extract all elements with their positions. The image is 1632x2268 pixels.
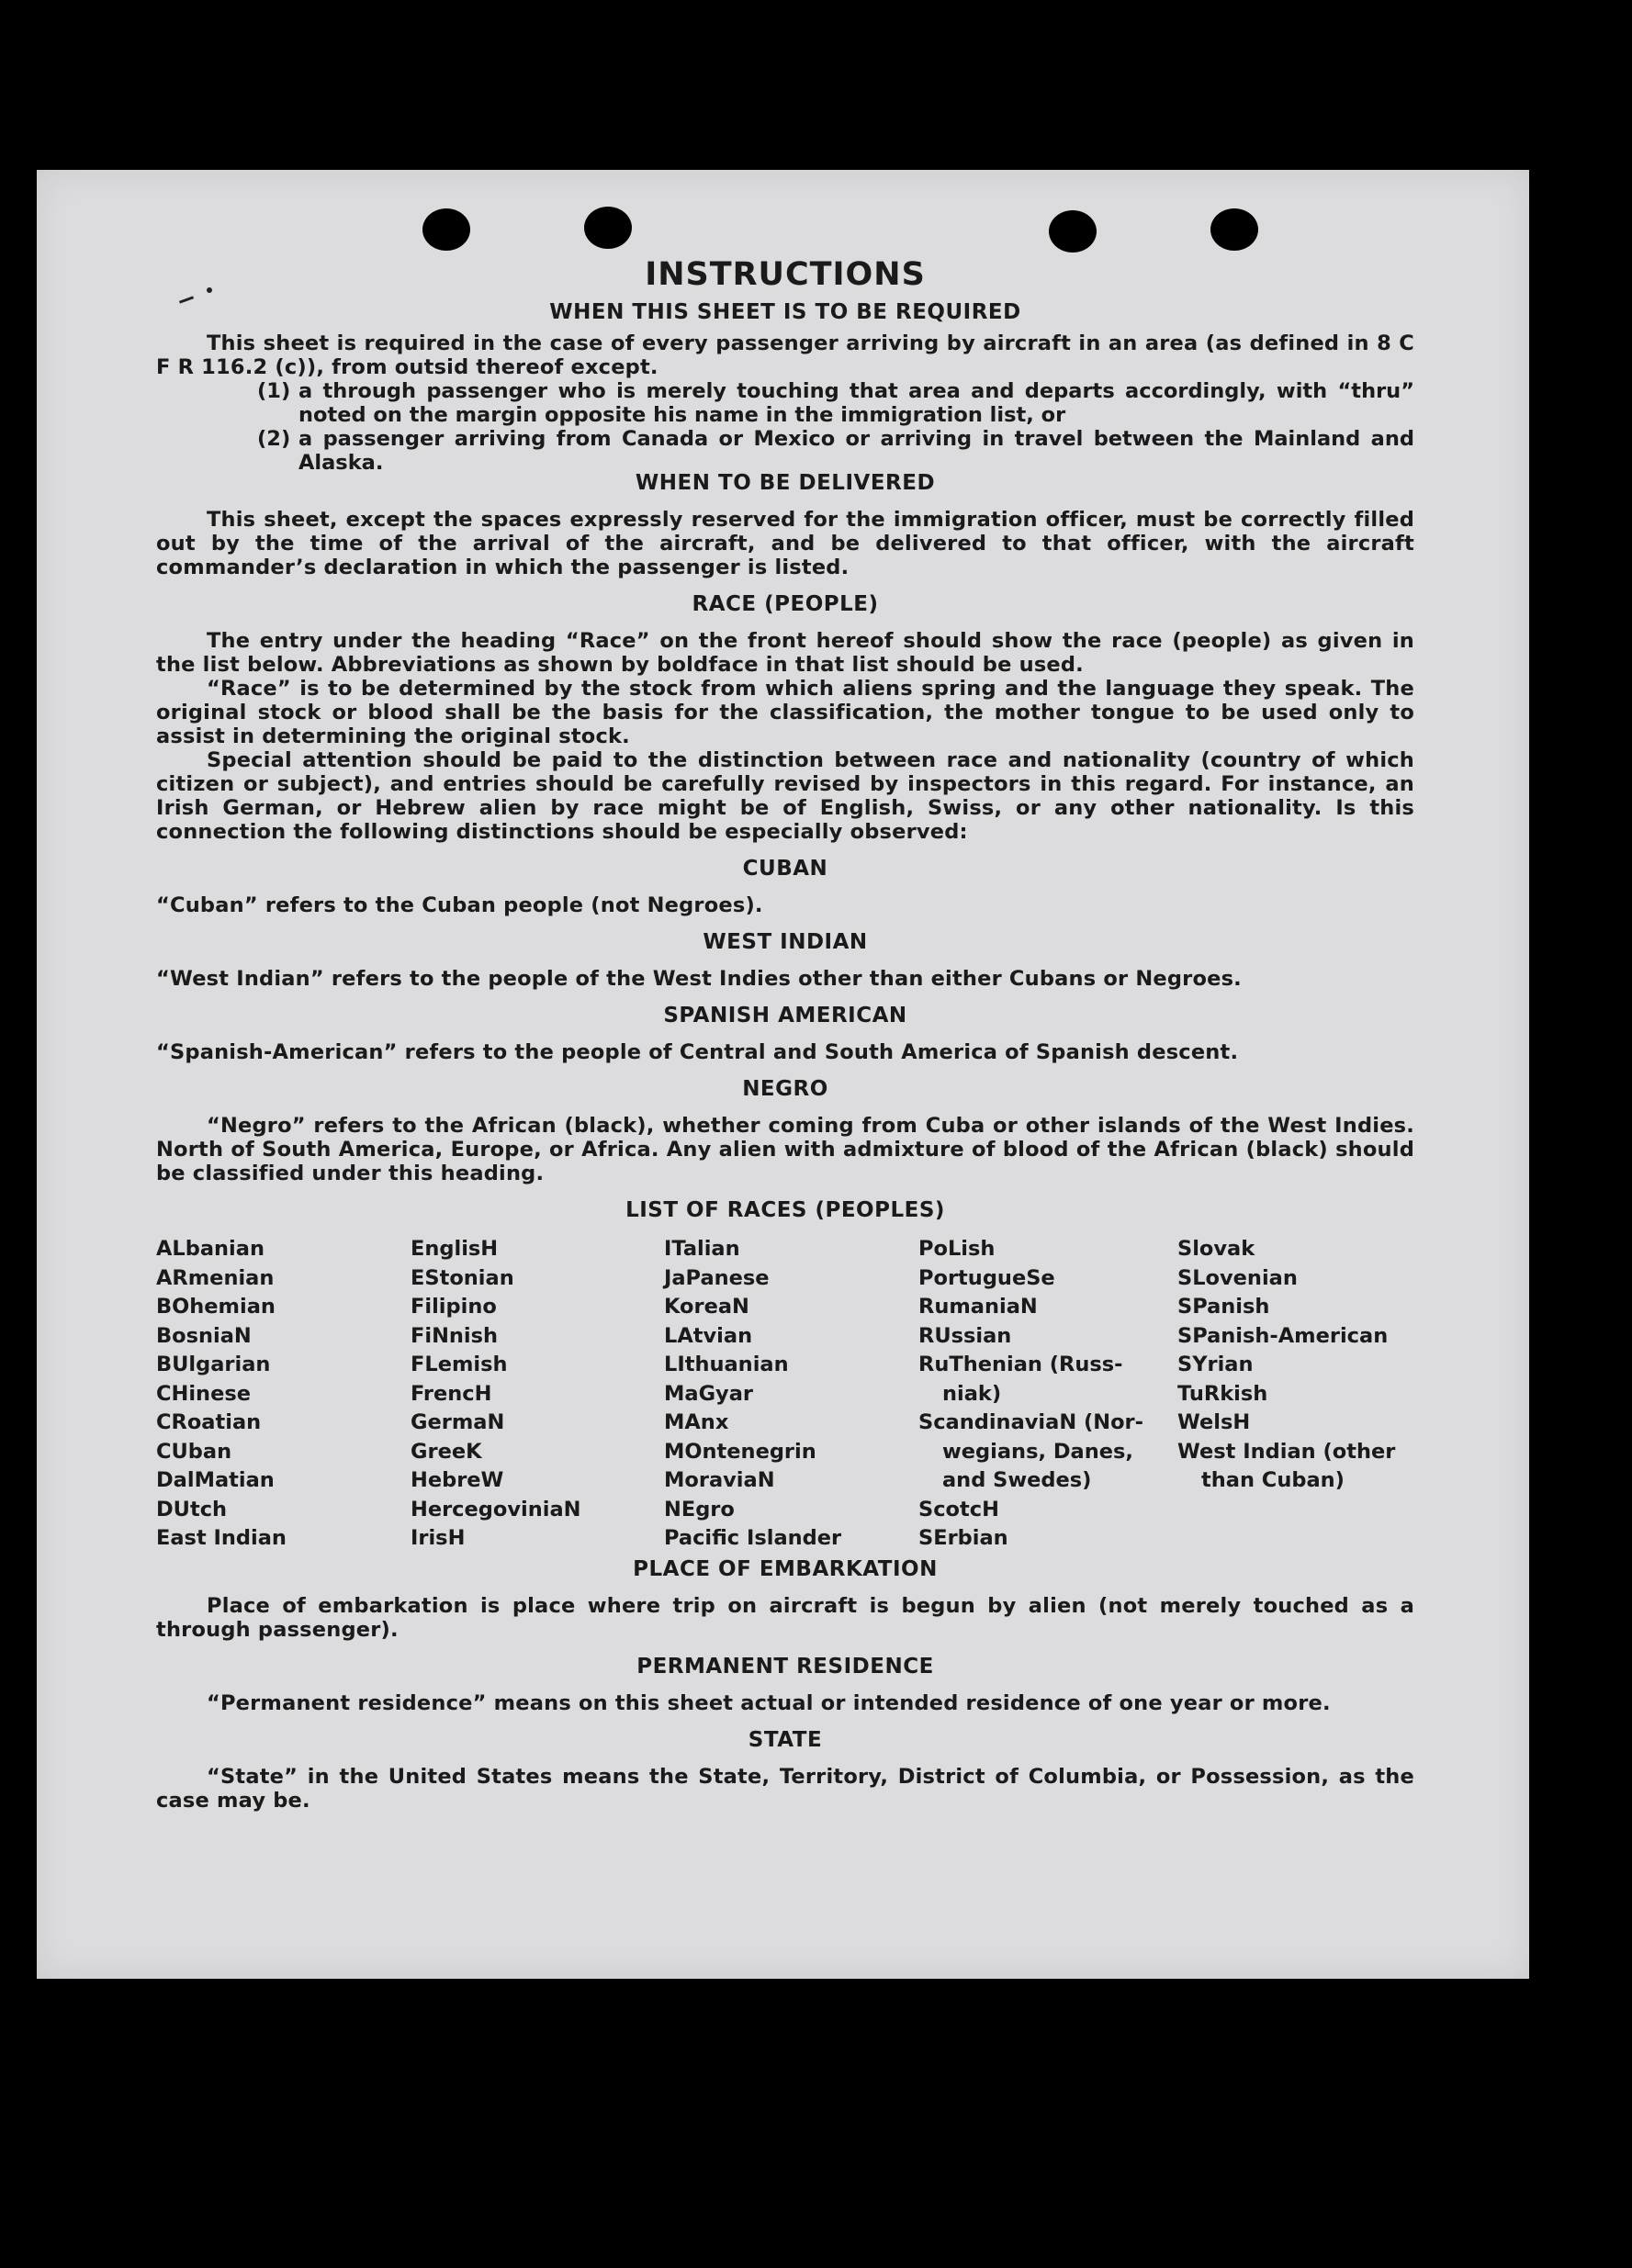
race-entry: IrisH	[411, 1526, 466, 1550]
race-entry: SErbian	[918, 1526, 1008, 1550]
races-column-1	[156, 1235, 411, 1554]
race-entry: East Indian	[156, 1526, 287, 1550]
race-entry-continuation: and Swedes)	[942, 1468, 1092, 1492]
list-item	[156, 379, 1414, 427]
section-heading-cuban: CUBAN	[742, 857, 828, 881]
section-heading-required: WHEN THIS SHEET IS TO BE REQUIRED	[549, 300, 1021, 324]
section-heading-list-of-races: LIST OF RACES (PEOPLES)	[625, 1198, 945, 1222]
state-text: “State” in the United States means the State, Territory, District of Columbia, or Possession, as the case may be.	[156, 1764, 1414, 1813]
race-entry: WelsH	[1177, 1410, 1251, 1434]
race-entry: MOntenegrin	[664, 1439, 816, 1464]
section-heading-negro: NEGRO	[742, 1077, 828, 1101]
section-heading-spanish-american: SPANISH AMERICAN	[663, 1004, 907, 1027]
punch-hole	[584, 207, 632, 249]
race-entry: ARmenian	[156, 1265, 275, 1290]
race-entry: GreeK	[411, 1439, 482, 1464]
races-column-5	[1177, 1235, 1414, 1554]
race-entry: BosniaN	[156, 1323, 252, 1348]
section-heading-embarkation: PLACE OF EMBARKATION	[633, 1556, 938, 1581]
race-entry: MoraviaN	[664, 1468, 775, 1492]
document-sheet	[37, 170, 1529, 1979]
race-entry: MAnx	[664, 1410, 729, 1434]
punch-hole	[422, 208, 470, 251]
required-intro: This sheet is required in the case of every passenger arriving by aircraft in an area (as defined in 8 C F R 116.2 (c)), from outsid thereof except.	[156, 331, 1414, 379]
race-entry-continuation: wegians, Danes,	[942, 1439, 1133, 1464]
race-entry: FiNnish	[411, 1323, 499, 1348]
race-entry: EnglisH	[411, 1237, 499, 1261]
embarkation-text: Place of embarkation is place where trip on aircraft is begun by alien (not merely touched as a through passenger).	[156, 1593, 1414, 1642]
race-entry: GermaN	[411, 1410, 505, 1434]
residence-text: “Permanent residence” means on this sheet actual or intended residence of one year or more.	[207, 1690, 1331, 1715]
races-column-2	[411, 1235, 664, 1554]
race-entry: CHinese	[156, 1381, 251, 1406]
item-number: (2)	[257, 427, 291, 451]
races-column-3	[664, 1235, 918, 1554]
race-entry: RumaniaN	[918, 1295, 1038, 1319]
race-entry: DalMatian	[156, 1468, 275, 1492]
list-item	[156, 427, 1414, 475]
punch-hole	[1049, 210, 1097, 253]
race-paragraph: The entry under the heading “Race” on the front hereof should show the race (people) as given in the list below. Abbreviations as shown by boldface in that list should be used.	[156, 629, 1414, 677]
race-entry-continuation: niak)	[942, 1381, 1002, 1406]
race-entry: NEgro	[664, 1497, 735, 1521]
race-entry: CRoatian	[156, 1410, 262, 1434]
section-heading-delivered: WHEN TO BE DELIVERED	[635, 471, 936, 495]
race-entry: SYrian	[1177, 1353, 1254, 1376]
race-entry: SPanish-American	[1177, 1323, 1389, 1348]
section-heading-residence: PERMANENT RESIDENCE	[636, 1654, 934, 1679]
race-entry: RUssian	[918, 1323, 1012, 1348]
race-entry: BOhemian	[156, 1295, 276, 1319]
race-entry: TuRkish	[1177, 1381, 1268, 1406]
race-entry: ITalian	[664, 1237, 740, 1261]
item-number: (1)	[257, 379, 291, 403]
spanish-american-text: “Spanish-American” refers to the people of Central and South America of Spanish descent.	[156, 1040, 1239, 1064]
race-entry-continuation: than Cuban)	[1201, 1468, 1345, 1492]
races-table	[156, 1235, 1414, 1554]
section-heading-west-indian: WEST INDIAN	[703, 930, 868, 954]
race-entry: ScotcH	[918, 1497, 999, 1521]
race-entry: PortugueSe	[918, 1265, 1055, 1290]
race-entry: West Indian (other	[1177, 1439, 1396, 1464]
race-entry: EStonian	[411, 1265, 514, 1290]
race-entry: SPanish	[1177, 1295, 1270, 1319]
delivered-text: This sheet, except the spaces expressly reserved for the immigration officer, must be correctly filled out by the time of the arrival of the aircraft, and be delivered to that officer, with the aircraft commander’s declaration in which the passenger is listed.	[156, 508, 1414, 579]
section-heading-state: STATE	[748, 1727, 823, 1752]
race-entry: BUlgarian	[156, 1353, 271, 1376]
race-entry: ScandinaviaN (Nor-	[918, 1410, 1143, 1434]
race-entry: PoLish	[918, 1237, 996, 1261]
section-heading-race: RACE (PEOPLE)	[692, 592, 879, 616]
race-entry: Pacific Islander	[664, 1526, 842, 1550]
race-entry: Slovak	[1177, 1237, 1255, 1261]
cuban-text: “Cuban” refers to the Cuban people (not Negroes).	[156, 893, 763, 917]
item-text: a passenger arriving from Canada or Mexico or arriving in travel between the Mainland and Alaska.	[298, 427, 1414, 475]
race-entry: MaGyar	[664, 1381, 753, 1406]
race-entry: CUban	[156, 1439, 232, 1464]
race-entry: JaPanese	[664, 1265, 770, 1290]
race-entry: SLovenian	[1177, 1265, 1298, 1290]
race-entry: HebreW	[411, 1468, 504, 1492]
negro-text: “Negro” refers to the African (black), whether coming from Cuba or other islands of the West Indies. North of South America, Europe, or Africa. Any alien with admixture of blood of the African (black) should be classified under this heading.	[156, 1114, 1414, 1185]
race-entry: KoreaN	[664, 1295, 749, 1319]
race-entry: RuThenian (Russ-	[918, 1353, 1123, 1376]
race-entry: HercegoviniaN	[411, 1497, 581, 1521]
punch-hole	[1210, 208, 1258, 251]
race-entry: DUtch	[156, 1497, 228, 1521]
race-entry: Filipino	[411, 1295, 497, 1319]
instructions-content	[156, 254, 1414, 1813]
race-entry: FrencH	[411, 1381, 492, 1406]
item-text: a through passenger who is merely touching that area and departs accordingly, with “thru” noted on the margin opposite his name in the immigration list, or	[298, 379, 1414, 427]
race-paragraph: “Race” is to be determined by the stock from which aliens spring and the language they speak. The original stock or blood shall be the basis for the classification, the mother tongue to be used only to assist in determining the original stock.	[156, 677, 1414, 748]
race-entry: LAtvian	[664, 1323, 753, 1348]
page-title: INSTRUCTIONS	[645, 256, 926, 293]
races-column-4	[918, 1235, 1177, 1554]
west-indian-text: “West Indian” refers to the people of the West Indies other than either Cubans or Negroes.	[156, 967, 1242, 991]
race-entry: FLemish	[411, 1353, 508, 1376]
race-paragraph: Special attention should be paid to the distinction between race and nationality (country of which citizen or subject), and entries should be carefully revised by inspectors in this regard. For instance, an Irish German, or Hebrew alien by race might be of English, Swiss, or any other nationality. Is this connection the following distinctions should be especially observed:	[156, 748, 1414, 844]
race-entry: ALbanian	[156, 1237, 264, 1261]
race-entry: LIthuanian	[664, 1353, 789, 1376]
